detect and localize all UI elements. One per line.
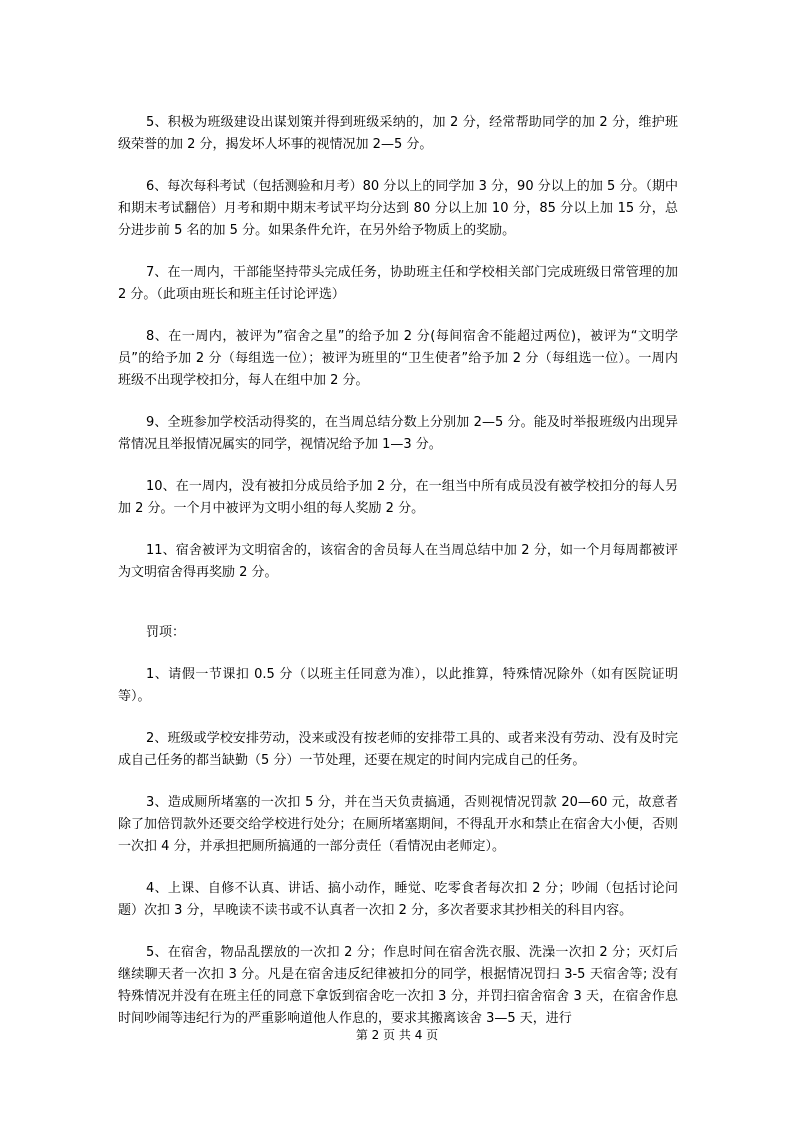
penalty-item-4: 4、上课、自修不认真、讲话、搞小动作，睡觉、吃零食者每次扣 2 分；吵闹（包括讨论问题）次扣 3 分，早晚读不读书或不认真者一次扣 2 分，多次者要求其抄相关的科目内容。 [118,881,678,918]
reward-item-10: 10、在一周内，没有被扣分成员给予加 2 分，在一组当中所有成员没有被学校扣分的每人另加 2 分。一个月中被评为文明小组的每人奖励 2 分。 [118,479,678,516]
reward-item-11: 11、宿舍被评为文明宿舍的，该宿舍的舍员每人在当周总结中加 2 分，如一个月每周都被评为文明宿舍得再奖励 2 分。 [118,543,678,580]
penalty-item-2: 2、班级或学校安排劳动，没来或没有按老师的安排带工具的、或者来没有劳动、没有及时完成自己任务的都当缺勤（5 分）一节处理，还要在规定的时间内完成自己的任务。 [118,731,678,768]
penalty-item-5: 5、在宿舍，物品乱摆放的一次扣 2 分；作息时间在宿舍洗衣服、洗澡一次扣 2 分；灭灯后继续聊天者一次扣 3 分。凡是在宿舍违反纪律被扣分的同学，根据情况罚扫 3-5 天宿舍等; 没有特殊情况并没有在班主任的同意下拿饭到宿舍吃一次扣 3 分，并罚扫宿舍宿舍 3 天，在宿舍作息时间吵闹等违纪行为的严重影响道他人作息的，要求其搬离该舍 3—5 天，进行 [118,945,678,1026]
reward-item-8: 8、在一周内，被评为”宿舍之星”的给予加 2 分(每间宿舍不能超过两位)，被评为“文明学员”的给予加 2 分（每组选一位）；被评为班里的“卫生使者”给予加 2 分（每组选一位）。一周内班级不出现学校扣分，每人在组中加 2 分。 [118,329,678,388]
penalty-item-1: 1、请假一节课扣 0.5 分（以班主任同意为准），以此推算，特殊情况除外（如有医院证明等）。 [118,667,678,704]
page-footer: 第 2 页 共 4 页 [355,1028,439,1042]
reward-item-9: 9、全班参加学校活动得奖的，在当周总结分数上分别加 2—5 分。能及时举报班级内出现异常情况且举报情况属实的同学，视情况给予加 1—3 分。 [118,415,678,452]
reward-item-6: 6、每次每科考试（包括测验和月考）80 分以上的同学加 3 分，90 分以上的加 5 分。（期中和期末考试翻倍）月考和期中期末考试平均分达到 80 分以上加 10 分，85 分以上加 15 分，总分进步前 5 名的加 5 分。如果条件允许，在另外给予物质上的奖励。 [118,179,678,238]
document-body [118,112,678,1050]
reward-item-7: 7、在一周内，干部能坚持带头完成任务，协助班主任和学校相关部门完成班级日常管理的加 2 分。（此项由班长和班主任讨论评选） [118,265,678,302]
reward-item-5: 5、积极为班级建设出谋划策并得到班级采纳的，加 2 分，经常帮助同学的加 2 分，维护班级荣誉的加 2 分，揭发坏人坏事的视情况加 2—5 分。 [118,115,678,152]
penalty-heading: 罚项： [146,625,186,640]
penalty-item-3: 3、造成厕所堵塞的一次扣 5 分，并在当天负责搞通，否则视情况罚款 20—60 元，故意者除了加倍罚款外还要交给学校进行处分；在厕所堵塞期间，不得乱开水和禁止在宿舍大小便，否则一次扣 4 分，并承担把厕所搞通的一部分责任（看情况由老师定）。 [118,795,678,854]
